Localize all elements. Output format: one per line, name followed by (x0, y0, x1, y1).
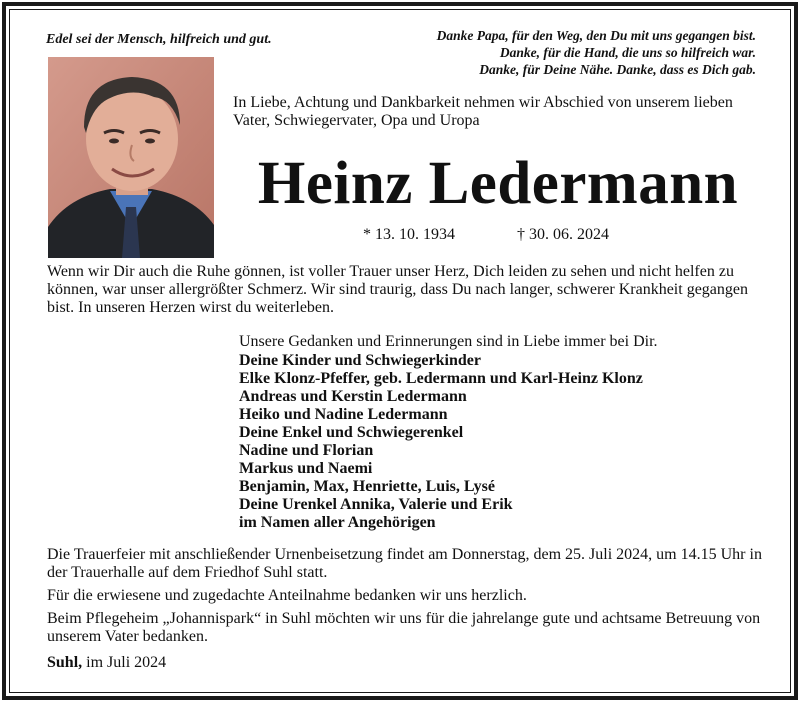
family-line: Elke Klonz-Pfeffer, geb. Ledermann und Karl-Heinz Klonz (239, 370, 643, 387)
family-line: Benjamin, Max, Henriette, Luis, Lysé (239, 478, 495, 495)
thoughts-line: Unsere Gedanken und Erinnerungen sind in Liebe immer bei Dir. (239, 333, 658, 350)
family-line: Nadine und Florian (239, 442, 374, 459)
signature-place: Suhl, (47, 654, 83, 671)
farewell-message: Wenn wir Dir auch die Ruhe gönnen, ist voller Trauer unser Herz, Dich leiden zu sehen und nicht helfen zu können, war unser allergrößter Schmerz. Wir sind traurig, dass Du nach langer, schwerer Krankheit gegangen bist. In unseren Herzen wirst du weiterleben. (47, 263, 748, 316)
signature-line (47, 654, 166, 672)
deceased-name: Heinz Ledermann (257, 150, 739, 217)
portrait-illustration (48, 57, 214, 258)
family-line: Andreas und Kerstin Ledermann (239, 388, 467, 405)
portrait-photo (48, 57, 214, 258)
intro-text: In Liebe, Achtung und Dankbarkeit nehmen wir Abschied von unserem lieben Vater, Schwiegervater, Opa und Uropa (233, 94, 733, 129)
motto-quote: Edel sei der Mensch, hilfreich und gut. (46, 32, 272, 47)
thanks-verse (396, 27, 756, 78)
family-line: Heiko und Nadine Ledermann (239, 406, 448, 423)
thanks-line: Danke, für die Hand, die uns so hilfreich war. (499, 45, 756, 60)
family-line: Deine Kinder und Schwiegerkinder (239, 352, 481, 369)
family-line: im Namen aller Angehörigen (239, 514, 436, 531)
thanks-line: Danke, für Deine Nähe. Danke, dass es Dich gab. (479, 62, 756, 77)
family-line: Deine Enkel und Schwiegerenkel (239, 424, 464, 441)
care-home-thanks: Beim Pflegeheim „Johannispark“ in Suhl möchten wir uns für die jahrelange gute und achtsame Betreuung von unserem Vater bedanken. (47, 610, 761, 645)
condolence-thanks: Für die erwiesene und zugedachte Anteilnahme bedanken wir uns herzlich. (47, 587, 527, 604)
signature-date: im Juli 2024 (86, 654, 167, 671)
death-date: † 30. 06. 2024 (517, 226, 609, 243)
family-line: Markus und Naemi (239, 460, 373, 477)
birth-date: * 13. 10. 1934 (363, 226, 455, 243)
funeral-notice: Die Trauerfeier mit anschließender Urnenbeisetzung findet am Donnerstag, dem 25. Juli 2024, um 14.15 Uhr in der Trauerhalle auf dem Friedhof Suhl statt. (47, 546, 762, 581)
family-list (239, 352, 759, 532)
thanks-line: Danke Papa, für den Weg, den Du mit uns gegangen bist. (436, 28, 756, 43)
family-line: Deine Urenkel Annika, Valerie und Erik (239, 496, 513, 513)
